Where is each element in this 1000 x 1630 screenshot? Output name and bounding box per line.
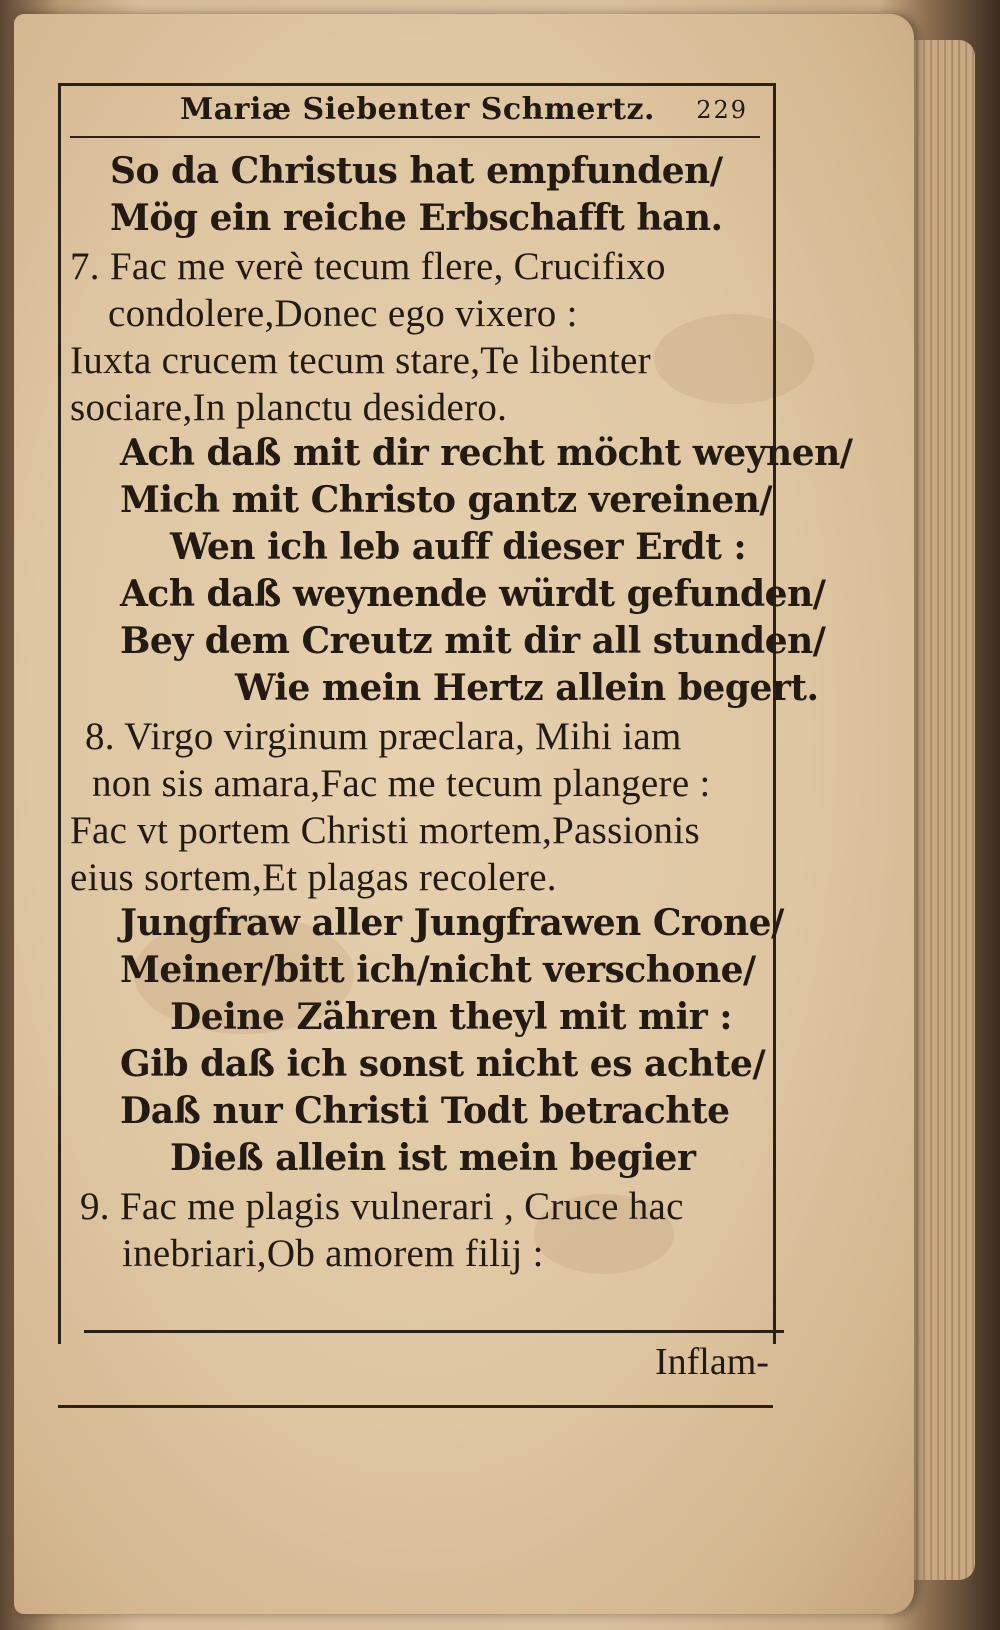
catchword: Inflam-	[655, 1341, 769, 1383]
text-line: Mög ein reiche Erbschafft han.	[110, 197, 723, 239]
text-line: Wie mein Hertz allein begert.	[235, 667, 819, 709]
text-line: 8. Virgo virginum præclara, Mihi iam	[85, 715, 682, 758]
text-line: condolere,Donec ego vixero :	[108, 292, 578, 335]
text-line: Bey dem Creutz mit dir all stunden/	[120, 620, 826, 662]
text-line: sociare,In planctu desidero.	[70, 386, 508, 429]
text-line: Wen ich leb auff dieser Erdt :	[170, 526, 747, 568]
text-line: 9. Fac me plagis vulnerari , Cruce hac	[80, 1185, 684, 1228]
text-line: Iuxta crucem tecum stare,Te libenter	[70, 339, 651, 382]
page-header	[70, 92, 760, 138]
footer-rule	[84, 1330, 784, 1333]
text-line: inebriari,Ob amorem filij :	[122, 1232, 544, 1275]
page-number: 229	[696, 96, 748, 124]
bottom-rule	[58, 1405, 773, 1408]
text-line: Meiner/bitt ich/nicht verschone/	[120, 949, 756, 991]
text-line: 7. Fac me verè tecum flere, Crucifixo	[70, 245, 666, 288]
text-line: Deine Zähren theyl mit mir :	[170, 996, 733, 1038]
page-edges	[905, 40, 975, 1580]
text-line: non sis amara,Fac me tecum plangere :	[92, 762, 711, 805]
text-line: Mich mit Christo gantz vereinen/	[120, 479, 773, 521]
text-line: Fac vt portem Christi mortem,Passionis	[70, 809, 700, 852]
running-title: Mariæ Siebenter Schmertz.	[180, 92, 655, 127]
text-line: Ach daß mit dir recht möcht weynen/	[120, 432, 853, 474]
text-line: So da Christus hat empfunden/	[110, 150, 723, 192]
text-line: Ach daß weynende würdt gefunden/	[120, 573, 826, 615]
text-line: Daß nur Christi Todt betrachte	[120, 1090, 730, 1132]
text-line: Gib daß ich sonst nicht es achte/	[120, 1043, 766, 1085]
text-line: Jungfraw aller Jungfrawen Crone/	[120, 902, 784, 944]
text-line: eius sortem,Et plagas recolere.	[70, 856, 557, 899]
text-line: Dieß allein ist mein begier	[170, 1137, 696, 1179]
